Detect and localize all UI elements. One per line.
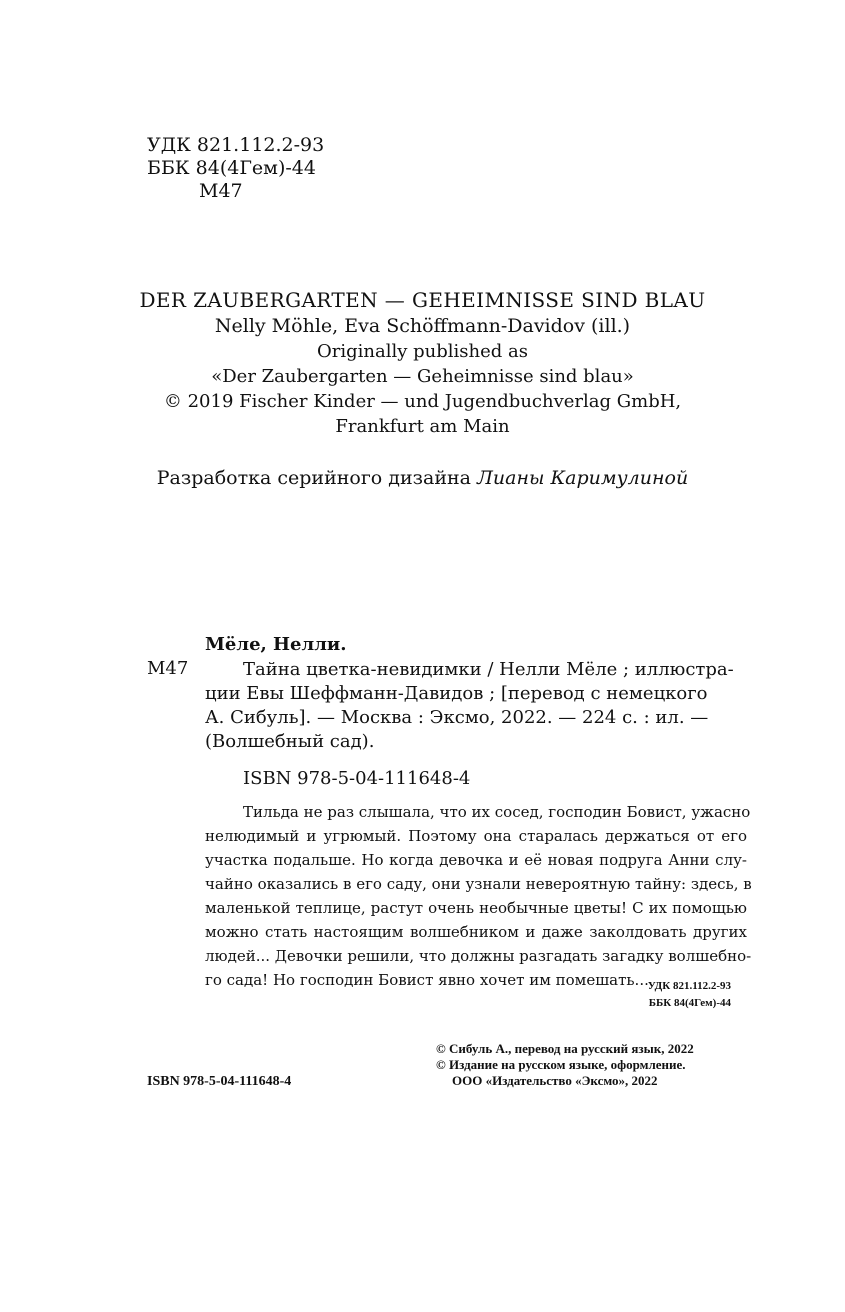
series-design-credit bbox=[0, 467, 845, 489]
udk-code: УДК 821.112.2-93 bbox=[147, 134, 325, 156]
catalog-line: (Волшебный сад). bbox=[205, 731, 375, 752]
author-mark: М47 bbox=[199, 180, 243, 202]
annotation-line: маленькой теплице, растут очень необычные цветы! С их помощью bbox=[205, 899, 747, 917]
annotation-udk: УДК 821.112.2-93 bbox=[647, 980, 731, 992]
catalog-line: А. Сибуль]. — Москва : Эксмо, 2022. — 224 с. : ил. — bbox=[205, 707, 709, 728]
annotation-line: чайно оказались в его саду, они узнали невероятную тайну: здесь, в bbox=[205, 875, 752, 893]
original-edition-credits bbox=[0, 287, 845, 439]
annotation-line: людей... Девочки решили, что должны разгадать загадку волшебно- bbox=[205, 947, 752, 965]
annotation-bbk: ББК 84(4Гем)-44 bbox=[648, 997, 731, 1009]
catalog-author: Мёле, Нелли. bbox=[205, 634, 347, 655]
classification-codes bbox=[147, 134, 324, 203]
annotation bbox=[205, 800, 752, 992]
copyright-line: © Издание на русском языке, оформление. bbox=[436, 1057, 686, 1072]
annotation-line: го сада! Но господин Бовист явно хочет им помешать... bbox=[205, 971, 649, 989]
copyright-line: ООО «Издательство «Эксмо», 2022 bbox=[452, 1073, 658, 1088]
original-title-quoted: «Der Zaubergarten — Geheimnisse sind blau» bbox=[211, 366, 634, 387]
series-design-prefix: Разработка серийного дизайна bbox=[156, 467, 478, 489]
catalog-author-mark: М47 bbox=[147, 658, 189, 679]
original-copyright: © 2019 Fischer Kinder — und Jugendbuchverlag GmbH, bbox=[163, 391, 682, 412]
original-authors: Nelly Möhle, Eva Schöffmann-Davidov (ill.) bbox=[214, 315, 631, 337]
copyright-block bbox=[436, 1041, 694, 1089]
annotation-line: участка подальше. Но когда девочка и её новая подруга Анни слу- bbox=[205, 851, 747, 869]
series-designer-name: Лианы Каримулиной bbox=[477, 467, 689, 489]
original-place: Frankfurt am Main bbox=[335, 416, 510, 437]
copyright-line: © Сибуль А., перевод на русский язык, 2022 bbox=[436, 1041, 694, 1056]
catalog-isbn: ISBN 978-5-04-111648-4 bbox=[243, 768, 471, 789]
catalog-line: Тайна цветка-невидимки / Нелли Мёле ; иллюстра- bbox=[243, 659, 734, 680]
footer-isbn: ISBN 978-5-04-111648-4 bbox=[147, 1074, 292, 1089]
annotation-line: можно стать настоящим волшебником и даже заколдовать других bbox=[205, 923, 747, 941]
catalog-description bbox=[205, 658, 747, 754]
catalog-line: ции Евы Шеффманн-Давидов ; [перевод с немецкого bbox=[205, 683, 708, 704]
annotation-line: нелюдимый и угрюмый. Поэтому она старалась держаться от его bbox=[205, 827, 747, 845]
annotation-line: Тильда не раз слышала, что их сосед, господин Бовист, ужасно bbox=[243, 803, 751, 821]
annotation-codes bbox=[648, 978, 731, 1012]
original-title-caps: DER ZAUBERGARTEN — GEHEIMNISSE SIND BLAU bbox=[139, 288, 706, 312]
bbk-code: ББК 84(4Гем)-44 bbox=[147, 157, 316, 179]
published-as: Originally published as bbox=[317, 341, 528, 362]
